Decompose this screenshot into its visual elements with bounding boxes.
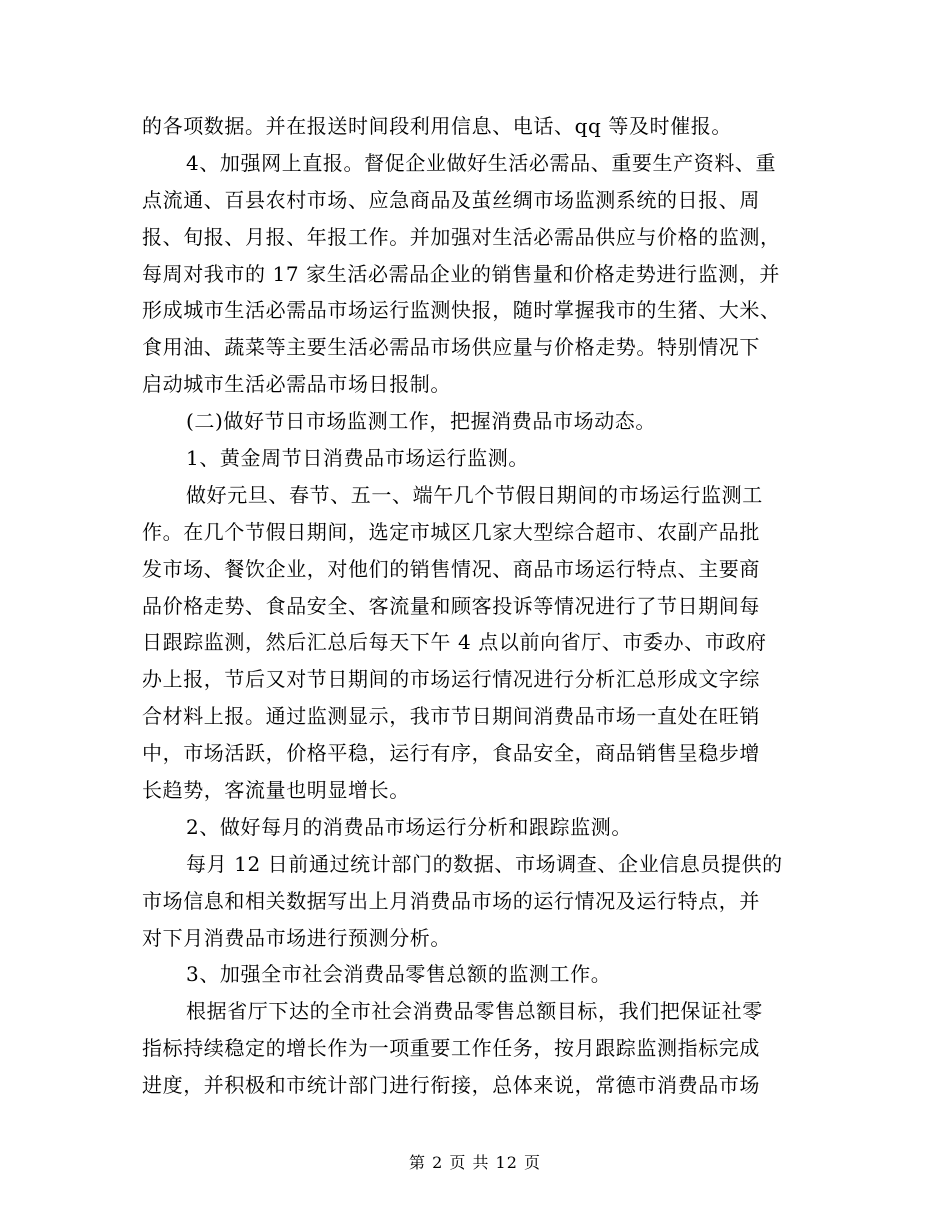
- text-line: 对下月消费品市场进行预测分析。: [142, 925, 451, 950]
- page-footer: 第 2 页 共 12 页: [409, 1153, 541, 1172]
- text-line: 1、黄金周节日消费品市场运行监测。: [186, 446, 529, 471]
- text-line: 的各项数据。并在报送时间段利用信息、电话、qq 等及时催报。: [142, 114, 732, 138]
- text-line: 每月 12 日前通过统计部门的数据、市场调查、企业信息员提供的: [186, 851, 783, 876]
- text-line: 2、做好每月的消费品市场运行分析和跟踪监测。: [186, 814, 632, 839]
- text-line: 报、旬报、月报、年报工作。并加强对生活必需品供应与价格的监测，: [142, 224, 781, 249]
- text-line: 日跟踪监测，然后汇总后每天下午 4 点以前向省厅、市委办、市政府: [142, 630, 767, 655]
- document-body: [142, 108, 808, 1104]
- text-line: 点流通、百县农村市场、应急商品及茧丝绸市场监测系统的日报、周: [142, 187, 760, 212]
- text-line: 合材料上报。通过监测显示，我市节日期间消费品市场一直处在旺销: [142, 704, 760, 729]
- text-line: 市场信息和相关数据写出上月消费品市场的运行情况及运行特点，并: [142, 888, 760, 913]
- text-line: 3、加强全市社会消费品零售总额的监测工作。: [186, 962, 612, 987]
- text-line: 形成城市生活必需品市场运行监测快报，随时掌握我市的生猪、大米、: [142, 298, 781, 323]
- text-line: 长趋势，客流量也明显增长。: [142, 778, 410, 803]
- text-line: 4、加强网上直报。督促企业做好生活必需品、重要生产资料、重: [186, 150, 777, 175]
- text-line: 作。在几个节假日期间，选定市城区几家大型综合超市、农副产品批: [142, 519, 760, 544]
- text-line: 办上报，节后又对节日期间的市场运行情况进行分析汇总形成文字综: [142, 667, 760, 692]
- text-line: 发市场、餐饮企业，对他们的销售情况、商品市场运行特点、主要商: [142, 556, 760, 581]
- text-line: (二)做好节日市场监测工作，把握消费品市场动态。: [186, 409, 657, 434]
- text-line: 食用油、蔬菜等主要生活必需品市场供应量与价格走势。特别情况下: [142, 335, 760, 360]
- text-line: 启动城市生活必需品市场日报制。: [142, 372, 451, 397]
- text-line: 中，市场活跃，价格平稳，运行有序，食品安全，商品销售呈稳步增: [142, 741, 760, 766]
- text-line: 指标持续稳定的增长作为一项重要工作任务，按月跟踪监测指标完成: [142, 1036, 760, 1061]
- text-line: 进度，并积极和市统计部门进行衔接，总体来说，常德市消费品市场: [142, 1073, 760, 1098]
- text-line: 根据省厅下达的全市社会消费品零售总额目标，我们把保证社零: [186, 999, 763, 1024]
- text-line: 做好元旦、春节、五一、端午几个节假日期间的市场运行监测工: [186, 482, 763, 507]
- text-line: 每周对我市的 17 家生活必需品企业的销售量和价格走势进行监测，并: [142, 261, 780, 286]
- text-line: 品价格走势、食品安全、客流量和顾客投诉等情况进行了节日期间每: [142, 593, 760, 618]
